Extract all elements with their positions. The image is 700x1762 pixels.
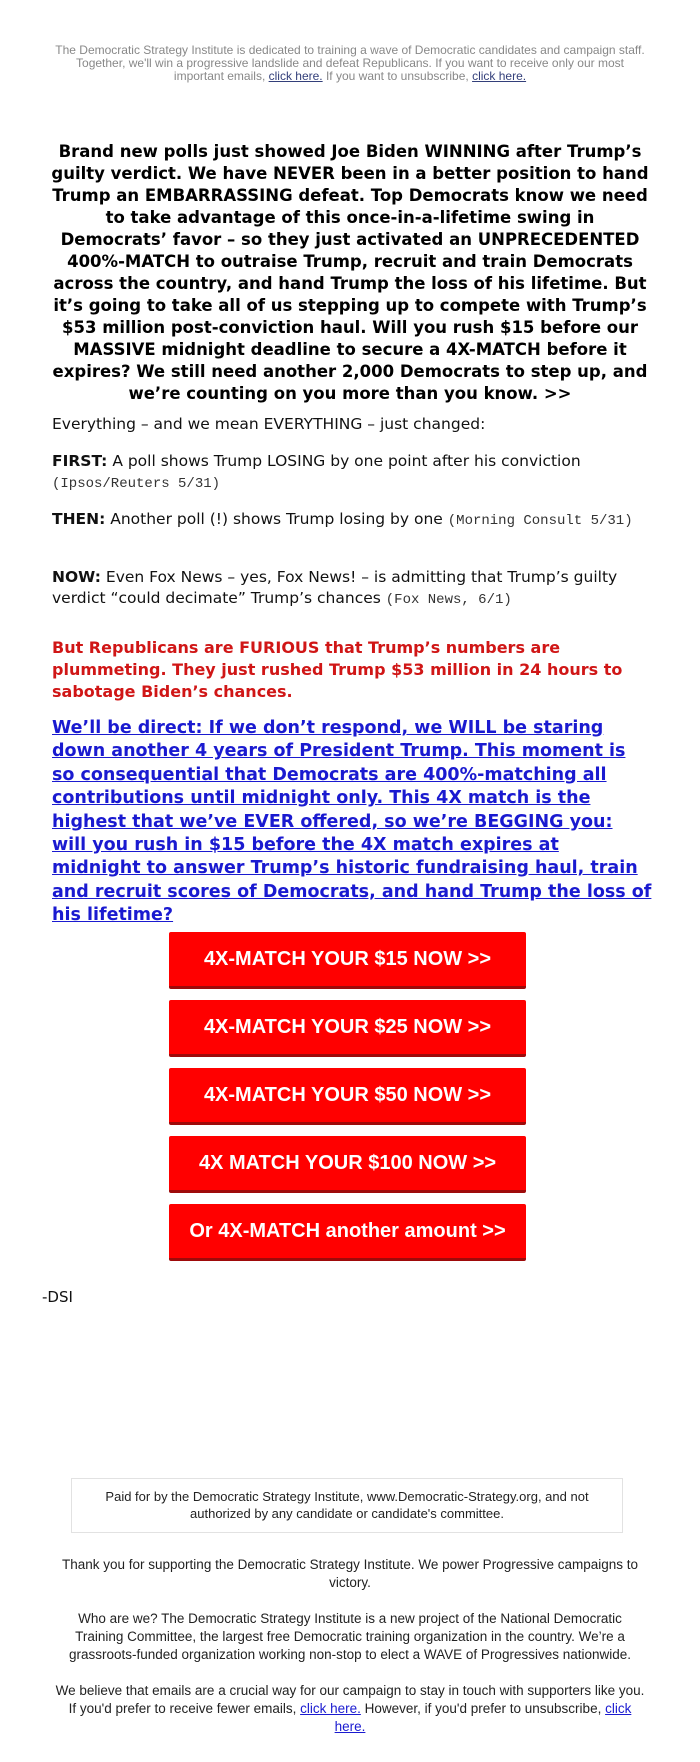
- donate-15-button[interactable]: 4X-MATCH YOUR $15 NOW >>: [169, 932, 526, 989]
- now-label: NOW:: [52, 568, 101, 586]
- paid-for-disclaimer: Paid for by the Democratic Strategy Institute, www.Democratic-Strategy.org, and not authorized by any candidate or candidate's committee.: [71, 1478, 623, 1533]
- donate-50-button[interactable]: 4X-MATCH YOUR $50 NOW >>: [169, 1068, 526, 1125]
- footer-emails-text-middle: However, if you'd prefer to unsubscribe,: [360, 1701, 606, 1716]
- footer-thanks: Thank you for supporting the Democratic Strategy Institute. We power Progressive campaigns to victory.: [61, 1557, 639, 1590]
- signature: -DSI: [42, 1288, 73, 1306]
- donate-100-button[interactable]: 4X MATCH YOUR $100 NOW >>: [169, 1136, 526, 1193]
- first-source: (Ipsos/Reuters 5/31): [52, 476, 221, 492]
- preheader-text-middle: If you want to unsubscribe,: [322, 69, 473, 83]
- intro-text: Everything – and we mean EVERYTHING – just changed:: [52, 415, 486, 433]
- first-text: A poll shows Trump LOSING by one point after his conviction: [107, 452, 581, 470]
- headline: Brand new polls just showed Joe Biden WINNING after Trump’s guilty verdict. We have NEVER been in a better position to hand Trump an EMBARRASSING defeat. Top Democrats know we need to take advantage of this once-in-a-lifetime swing in Democrats’ favor – so they just activated an UNPRECEDENTED 400%-MATCH to outraise Trump, recruit and train Democrats across the country, and hand Trump the loss of his lifetime. But it’s going to take all of us stepping up to compete with Trump’s $53 million post-conviction haul. Will you rush $15 before our MASSIVE midnight deadline to secure a 4X-MATCH before it expires? We still need another 2,000 Democrats to step up, and we’re counting on you more than you know. >>: [51, 142, 649, 403]
- footer-emails-text: We believe that emails are a crucial way for our campaign to stay in touch with supporters like you. If you'd prefer to receive fewer emails,: [55, 1683, 645, 1716]
- first-label: FIRST:: [52, 452, 108, 470]
- now-source: (Fox News, 6/1): [385, 592, 512, 608]
- now-poll-item: [52, 567, 652, 611]
- then-source: (Morning Consult 5/31): [447, 513, 633, 529]
- republicans-furious-paragraph: But Republicans are FURIOUS that Trump’s numbers are plummeting. They just rushed Trump $53 million in 24 hours to sabotage Biden’s chances.: [52, 638, 623, 701]
- donate-appeal-link[interactable]: We’ll be direct: If we don’t respond, we WILL be staring down another 4 years of President Trump. This moment is so consequential that Democrats are 400%-matching all contributions until midnight only. This 4X match is the highest that we’ve EVER offered, so we’re BEGGING you: will you rush in $15 before the 4X match expires at midnight to answer Trump’s historic fundraising haul, train and recruit scores of Democrats, and hand Trump the loss of his lifetime?: [52, 718, 652, 926]
- donate-25-button[interactable]: 4X-MATCH YOUR $25 NOW >>: [169, 1000, 526, 1057]
- now-text: Even Fox News – yes, Fox News! – is admitting that Trump’s guilty verdict “could decimate” Trump’s chances: [52, 568, 618, 607]
- preheader-important-emails-link[interactable]: click here.: [268, 69, 323, 83]
- first-poll-item: [52, 451, 652, 495]
- footer-emails-preferences: [55, 1682, 645, 1736]
- then-text: Another poll (!) shows Trump losing by one: [105, 510, 448, 528]
- footer-fewer-emails-link[interactable]: click here.: [300, 1701, 361, 1716]
- donate-other-amount-button[interactable]: Or 4X-MATCH another amount >>: [169, 1204, 526, 1261]
- preheader-unsubscribe-link[interactable]: click here.: [472, 69, 527, 83]
- then-label: THEN:: [52, 510, 106, 528]
- then-poll-item: [52, 509, 652, 532]
- footer-who-are-we: Who are we? The Democratic Strategy Institute is a new project of the National Democratic Training Committee, the largest free Democratic training organization in the country. We’re a grassroots-funded organization working non-stop to elect a WAVE of Progressives nationwide.: [68, 1611, 632, 1662]
- preheader-text: The Democratic Strategy Institute is dedicated to training a wave of Democratic candidates and campaign staff. Together, we'll win a progressive landslide and defeat Republicans. If you want to receive only our most important emails,: [55, 43, 645, 83]
- preheader: [50, 44, 650, 83]
- footer-unsubscribe-link[interactable]: click here.: [334, 1701, 632, 1734]
